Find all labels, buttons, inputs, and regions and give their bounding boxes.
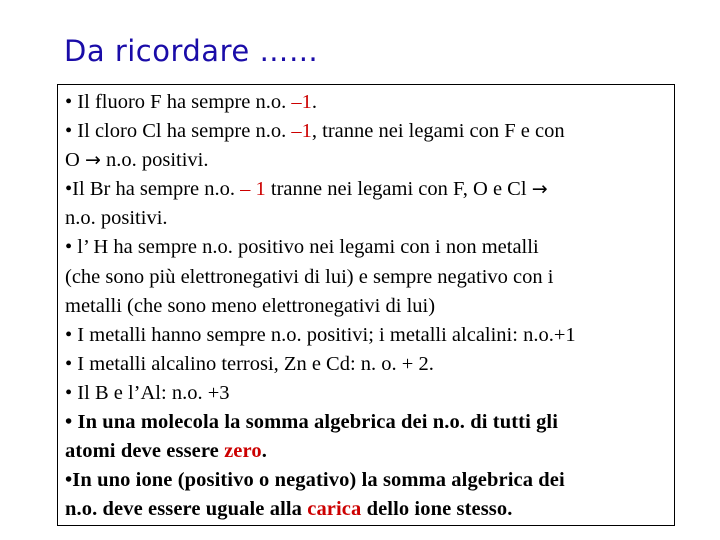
rule-molecule-cont: [65, 437, 671, 466]
rule-chlorine: [65, 117, 671, 146]
arrow-right-icon: →: [531, 178, 548, 201]
rule-hydrogen: [65, 233, 671, 262]
rule-text: • Il cloro Cl ha sempre n.o.: [65, 120, 292, 143]
rule-bromine: [65, 175, 671, 204]
rule-ion: [65, 466, 671, 495]
rule-text: dello ione stesso.: [361, 498, 513, 521]
rule-text: • Il fluoro F ha sempre n.o.: [65, 91, 292, 113]
rule-chlorine-cont: [65, 146, 671, 175]
highlight-word: carica: [307, 498, 362, 521]
rule-text: • I metalli hanno sempre n.o. positivi; i metalli alcalini: n.o.+1: [65, 323, 576, 346]
rule-text: .: [261, 440, 267, 463]
rule-text: n.o. positivi.: [65, 207, 168, 230]
slide-title: Da ricordare ……: [64, 34, 319, 68]
rule-hydrogen-cont: [65, 292, 671, 321]
rule-text: n.o. deve essere uguale alla: [65, 498, 308, 521]
oxidation-value: –1: [291, 91, 312, 113]
highlight-word: zero: [224, 440, 262, 463]
rule-text: .: [311, 91, 317, 113]
rule-fluorine: [65, 88, 671, 117]
rule-text: •Il Br ha sempre n.o.: [65, 178, 241, 201]
rule-text: •In uno ione (positivo o negativo) la somma algebrica dei: [65, 469, 565, 492]
rule-boron-aluminium: [65, 379, 671, 408]
rule-metals: [65, 321, 671, 350]
rule-text: atomi deve essere: [65, 440, 225, 463]
rule-text: • l’ H ha sempre n.o. positivo nei legami con i non metalli: [65, 236, 539, 259]
oxidation-value: –1: [291, 120, 312, 143]
rule-bromine-cont: [65, 204, 671, 233]
rules-list: [65, 88, 671, 524]
rule-text: metalli (che sono meno elettronegativi di lui): [65, 294, 436, 317]
rule-text: • I metalli alcalino terrosi, Zn e Cd: n. o. + 2.: [65, 352, 434, 375]
rule-text: , tranne nei legami con F e con: [311, 120, 565, 143]
rule-alkaline-earth: [65, 350, 671, 379]
rule-text: (che sono più elettronegativi di lui) e sempre negativo con i: [65, 265, 554, 288]
rule-text: • Il B e l’Al: n.o. +3: [65, 381, 230, 404]
rule-text: n.o. positivi.: [100, 149, 209, 172]
rule-text: tranne nei legami con F, O e Cl: [265, 178, 532, 201]
oxidation-value: – 1: [240, 178, 266, 201]
rule-text: O: [65, 149, 85, 172]
rule-ion-cont: [65, 495, 671, 524]
rule-molecule: [65, 408, 671, 437]
rule-text: • In una molecola la somma algebrica dei n.o. di tutti gli: [65, 411, 559, 434]
rule-hydrogen-cont: [65, 263, 671, 292]
arrow-right-icon: →: [84, 149, 101, 172]
